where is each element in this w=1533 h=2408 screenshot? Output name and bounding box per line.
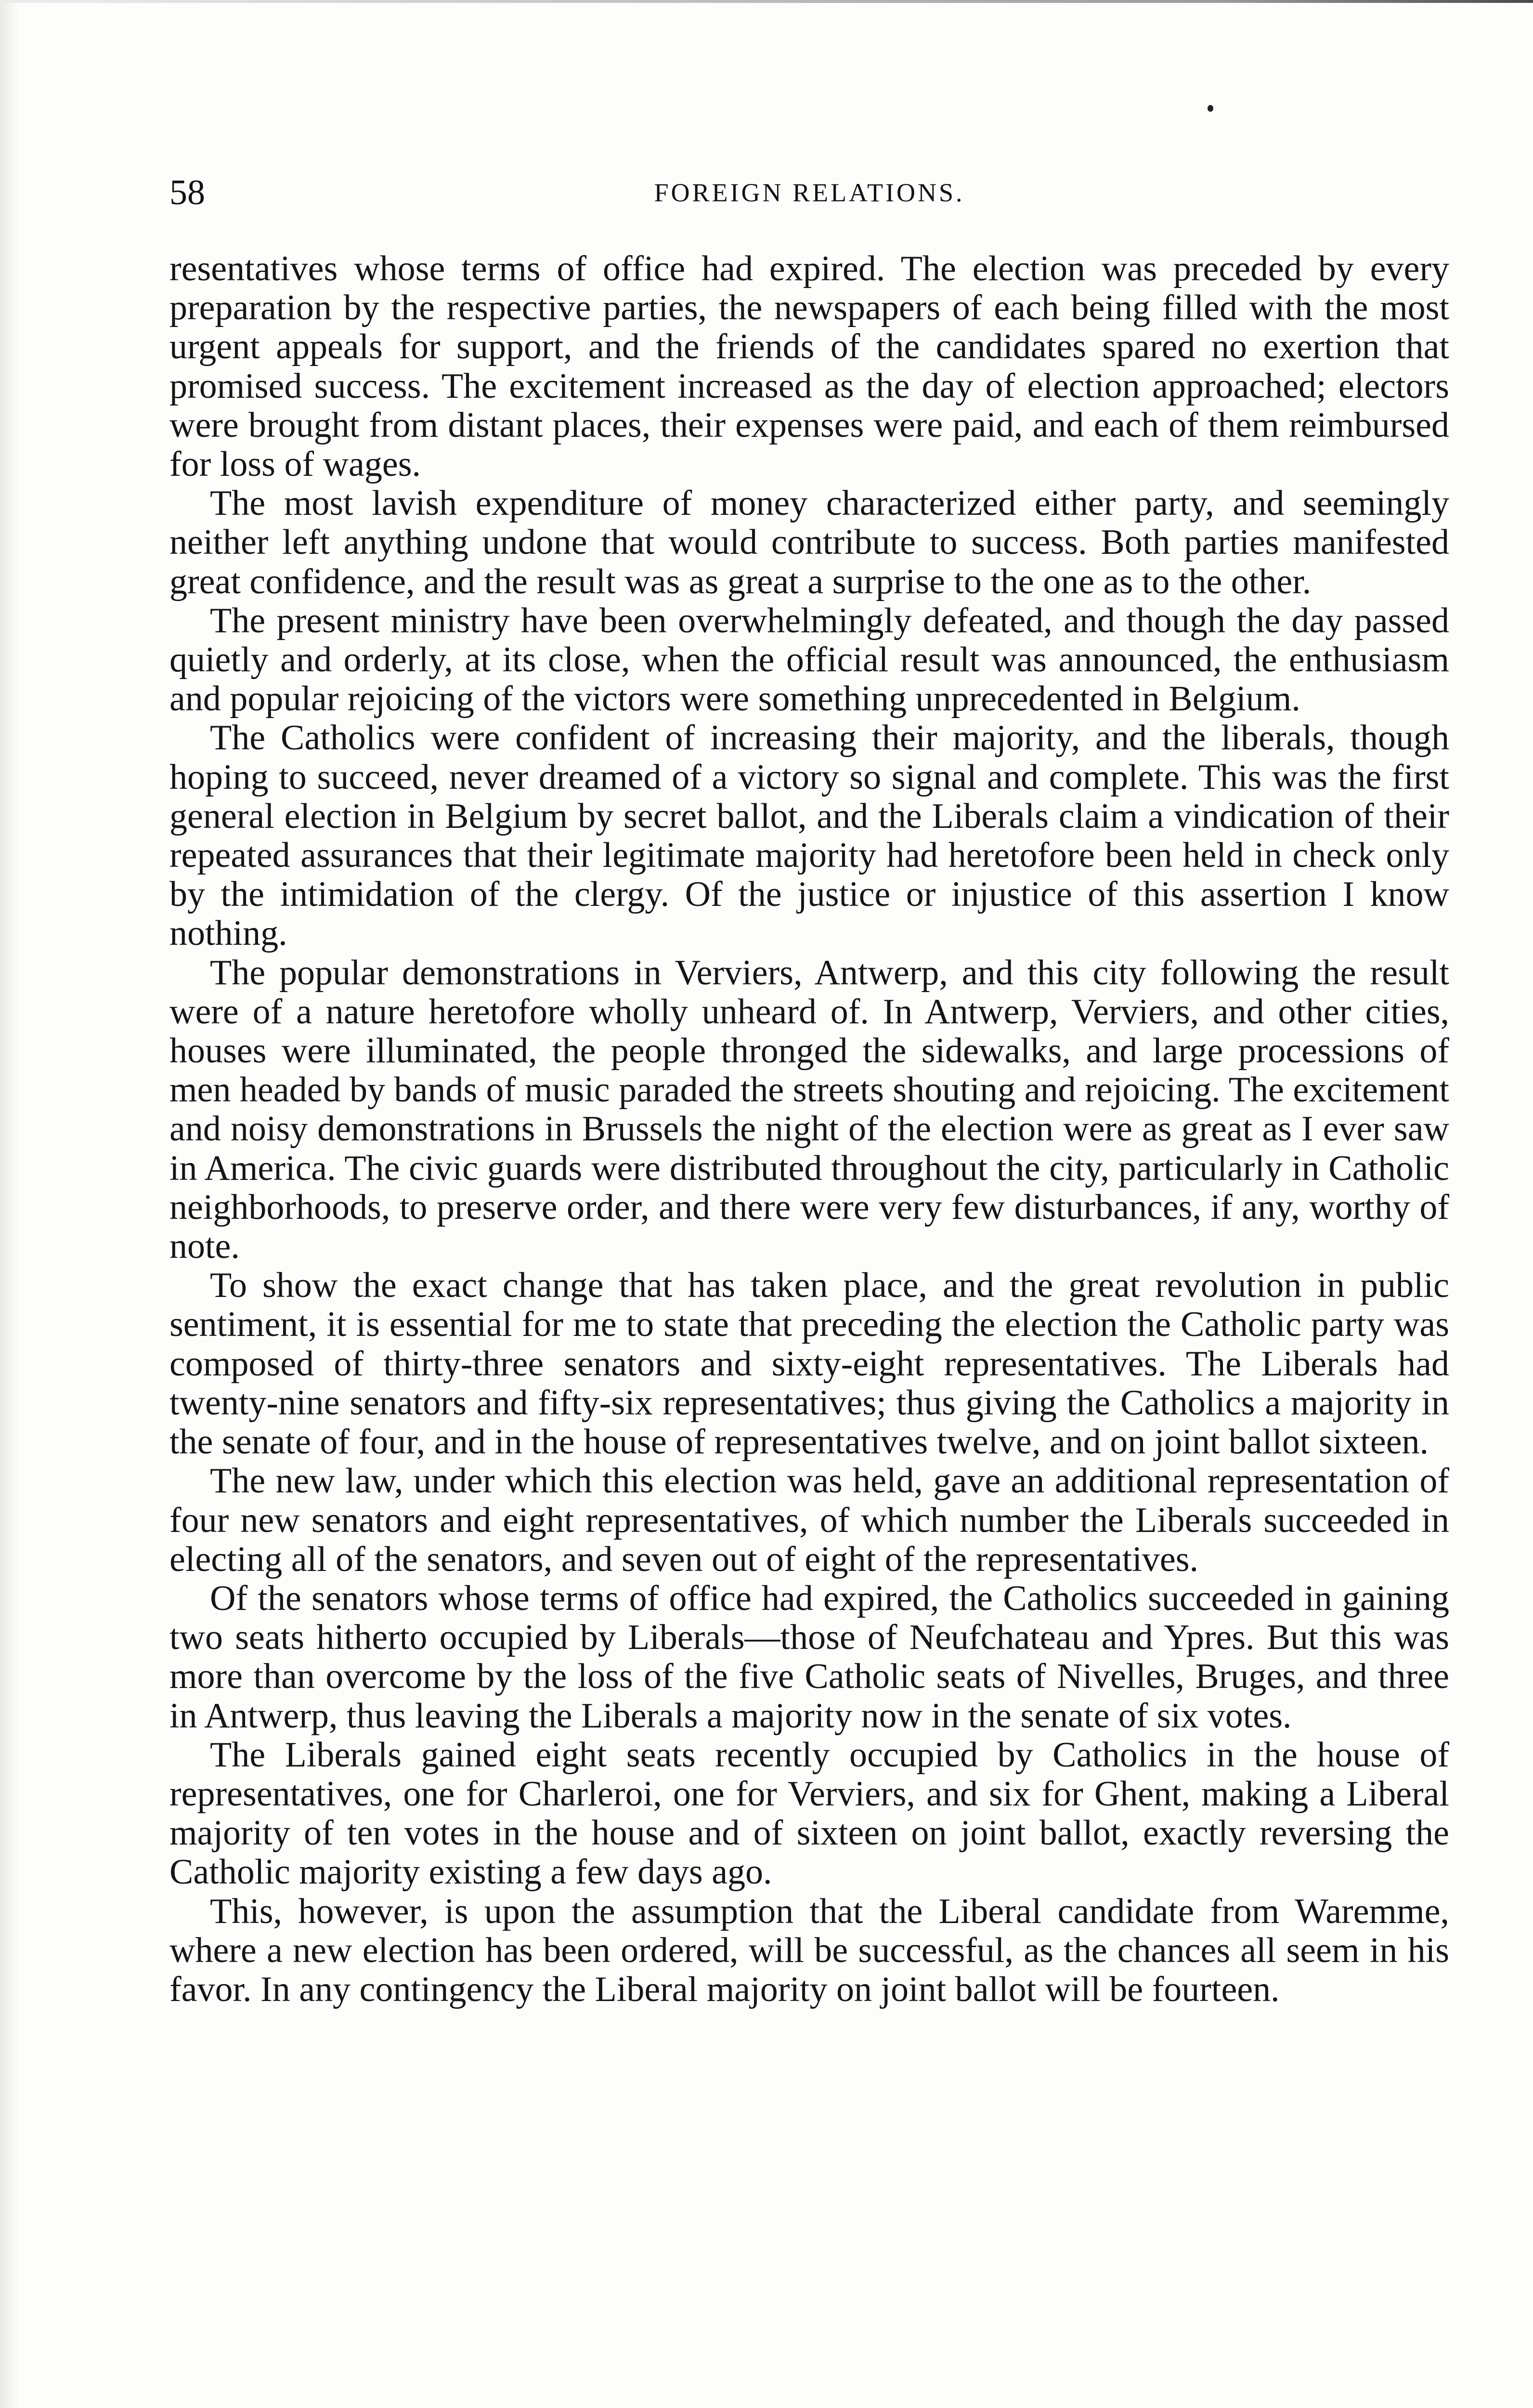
paragraph: The new law, under which this election was held, gave an additional representation of four new senators and eight representatives, of which number the Liberals succeeded in electing all of the senators, and seven out of eight of the representatives. <box>169 1461 1449 1579</box>
paragraph: The most lavish expenditure of money characterized either party, and seemingly neither left anything undone that would contribute to success. Both parties manifested great confidence, and the result was as great a surprise to the one as to the other. <box>169 484 1449 602</box>
top-edge-rule <box>0 0 1533 3</box>
running-title: FOREIGN RELATIONS. <box>654 178 965 207</box>
paragraph: Of the senators whose terms of office had expired, the Catholics succeeded in gaining two seats hitherto occupied by Liberals—those of Neufchateau and Ypres. But this was more than overcome by the loss of the five Catholic seats of Nivelles, Bruges, and three in Antwerp, thus leaving the Liberals a majority now in the senate of six votes. <box>169 1578 1449 1736</box>
paragraph: The popular demonstrations in Verviers, Antwerp, and this city following the result were of a nature heretofore wholly unheard of. In Antwerp, Verviers, and other cities, houses were illuminated, the people thronged the sidewalks, and large processions of men headed by bands of music paraded the streets shouting and rejoicing. The excitement and noisy demonstrations in Brussels the night of the election were as great as I ever saw in America. The civic guards were distributed throughout the city, particularly in Catholic neighborhoods, to preserve order, and there were very few disturbances, if any, worthy of note. <box>169 953 1449 1267</box>
paragraph: To show the exact change that has taken place, and the great revolution in public sentiment, it is essential for me to state that preceding the election the Catholic party was composed of thirty-three senators and sixty-eight representatives. The Liberals had twenty-nine senators and fifty-six representatives; thus giving the Catholics a majority in the senate of four, and in the house of representatives twelve, and on joint ballot sixteen. <box>169 1266 1449 1462</box>
paragraph-continuation: resentatives whose terms of office had expired. The election was preceded by every preparation by the respective parties, the newspapers of each being filled with the most urgent appeals for support, and the friends of the candidates spared no exertion that promised success. The excitement increased as the day of election approached; electors were brought from distant places, their expenses were paid, and each of them reimbursed for loss of wages. <box>169 249 1449 484</box>
page-edge-shadow <box>0 0 19 2408</box>
paragraph: The Liberals gained eight seats recently occupied by Catholics in the house of representatives, one for Charleroi, one for Verviers, and six for Ghent, making a Liberal majority of ten votes in the house and of sixteen on joint ballot, exactly reversing the Catholic majority existing a few days ago. <box>169 1735 1449 1892</box>
paragraph: The present ministry have been overwhelmingly defeated, and though the day passed quietly and orderly, at its close, when the official result was announced, the enthusiasm and popular rejoicing of the victors were something unprecedented in Belgium. <box>169 601 1449 719</box>
paragraph: This, however, is upon the assumption that the Liberal candidate from Waremme, where a new election has been ordered, will be successful, as the chances all seem in his favor. In any contingency the Liberal majority on joint ballot will be fourteen. <box>169 1891 1449 2009</box>
body-text <box>169 249 1449 2009</box>
ink-speck <box>1208 105 1213 112</box>
page-header <box>169 169 1449 217</box>
page-number: 58 <box>169 173 205 212</box>
paragraph: The Catholics were confident of increasing their majority, and the liberals, though hoping to succeed, never dreamed of a victory so signal and complete. This was the first general election in Belgium by secret ballot, and the Liberals claim a vindication of their repeated assurances that their legitimate majority had heretofore been held in check only by the intimidation of the clergy. Of the justice or injustice of this assertion I know nothing. <box>169 718 1449 954</box>
